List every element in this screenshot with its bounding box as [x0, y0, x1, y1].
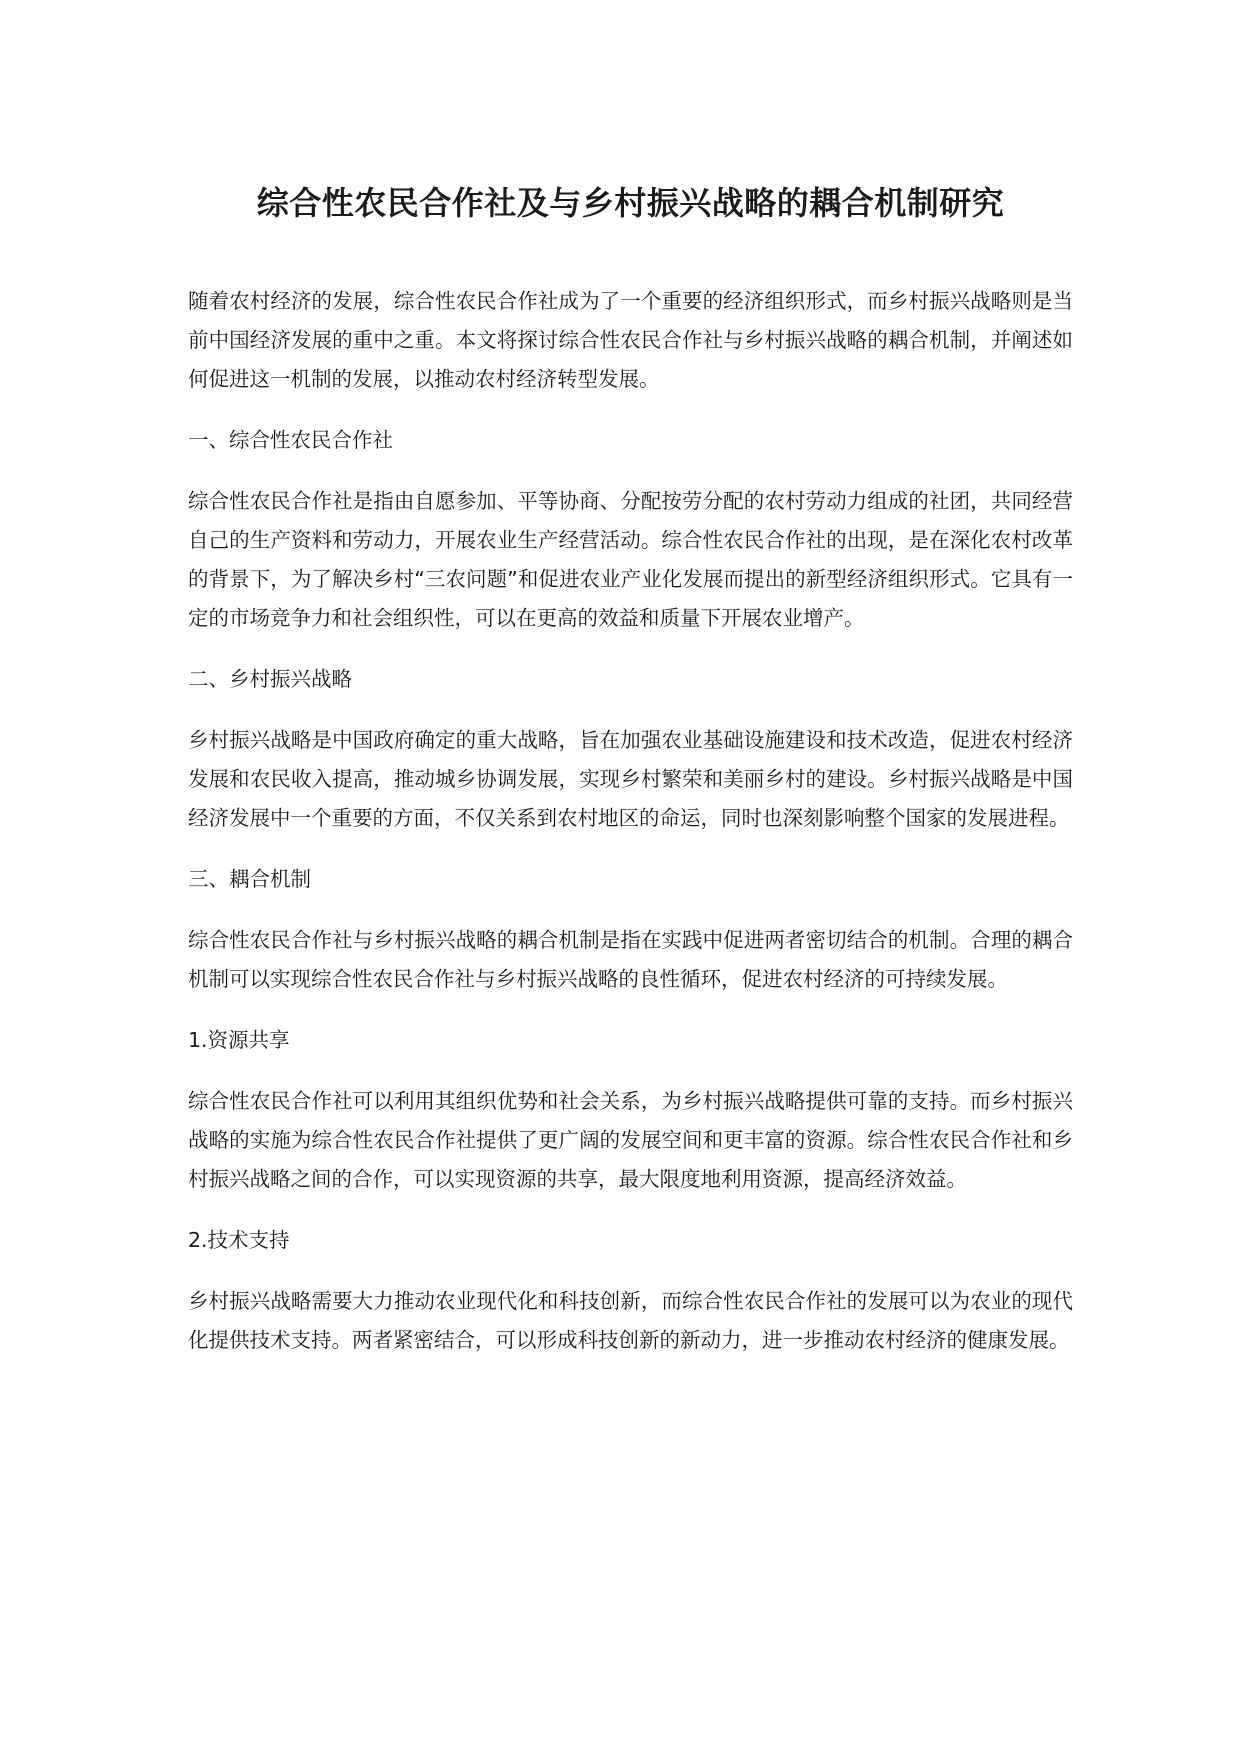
section-paragraph-technical-support: 乡村振兴战略需要大力推动农业现代化和科技创新，而综合性农民合作社的发展可以为农业的现代化提供技术支持。两者紧密结合，可以形成科技创新的新动力，进一步推动农村经济的健康发展。 — [188, 1289, 1073, 1352]
intro-paragraph: 随着农村经济的发展，综合性农民合作社成为了一个重要的经济组织形式，而乡村振兴战略则是当前中国经济发展的重中之重。本文将探讨综合性农民合作社与乡村振兴战略的耦合机制，并阐述如何促进这一机制的发展，以推动农村经济转型发展。 — [188, 289, 1073, 391]
section-heading-rural-revitalization: 二、乡村振兴战略 — [188, 667, 352, 691]
section-heading-resource-sharing: 1.资源共享 — [188, 1028, 290, 1052]
document-title: 综合性农民合作社及与乡村振兴战略的耦合机制研究 — [256, 184, 1005, 222]
section-heading-coupling-mechanism: 三、耦合机制 — [188, 867, 311, 891]
section-paragraph-rural-revitalization: 乡村振兴战略是中国政府确定的重大战略，旨在加强农业基础设施建设和技术改造，促进农村经济发展和农民收入提高，推动城乡协调发展，实现乡村繁荣和美丽乡村的建设。乡村振兴战略是中国经济发展中一个重要的方面，不仅关系到农村地区的命运，同时也深刻影响整个国家的发展进程。 — [188, 728, 1073, 830]
document-body — [188, 282, 1073, 1382]
section-heading-cooperative: 一、综合性农民合作社 — [188, 428, 393, 452]
section-paragraph-coupling-mechanism: 综合性农民合作社与乡村振兴战略的耦合机制是指在实践中促进两者密切结合的机制。合理的耦合机制可以实现综合性农民合作社与乡村振兴战略的良性循环，促进农村经济的可持续发展。 — [188, 928, 1073, 991]
section-paragraph-resource-sharing: 综合性农民合作社可以利用其组织优势和社会关系，为乡村振兴战略提供可靠的支持。而乡村振兴战略的实施为综合性农民合作社提供了更广阔的发展空间和更丰富的资源。综合性农民合作社和乡村振兴战略之间的合作，可以实现资源的共享，最大限度地利用资源，提高经济效益。 — [188, 1089, 1073, 1191]
section-paragraph-cooperative: 综合性农民合作社是指由自愿参加、平等协商、分配按劳分配的农村劳动力组成的社团，共同经营自己的生产资料和劳动力，开展农业生产经营活动。综合性农民合作社的出现，是在深化农村改革的背景下，为了解决乡村“三农问题”和促进农业产业化发展而提出的新型经济组织形式。它具有一定的市场竞争力和社会组织性，可以在更高的效益和质量下开展农业增产。 — [188, 489, 1073, 630]
section-heading-technical-support: 2.技术支持 — [188, 1228, 290, 1252]
document-page — [188, 0, 1073, 1754]
